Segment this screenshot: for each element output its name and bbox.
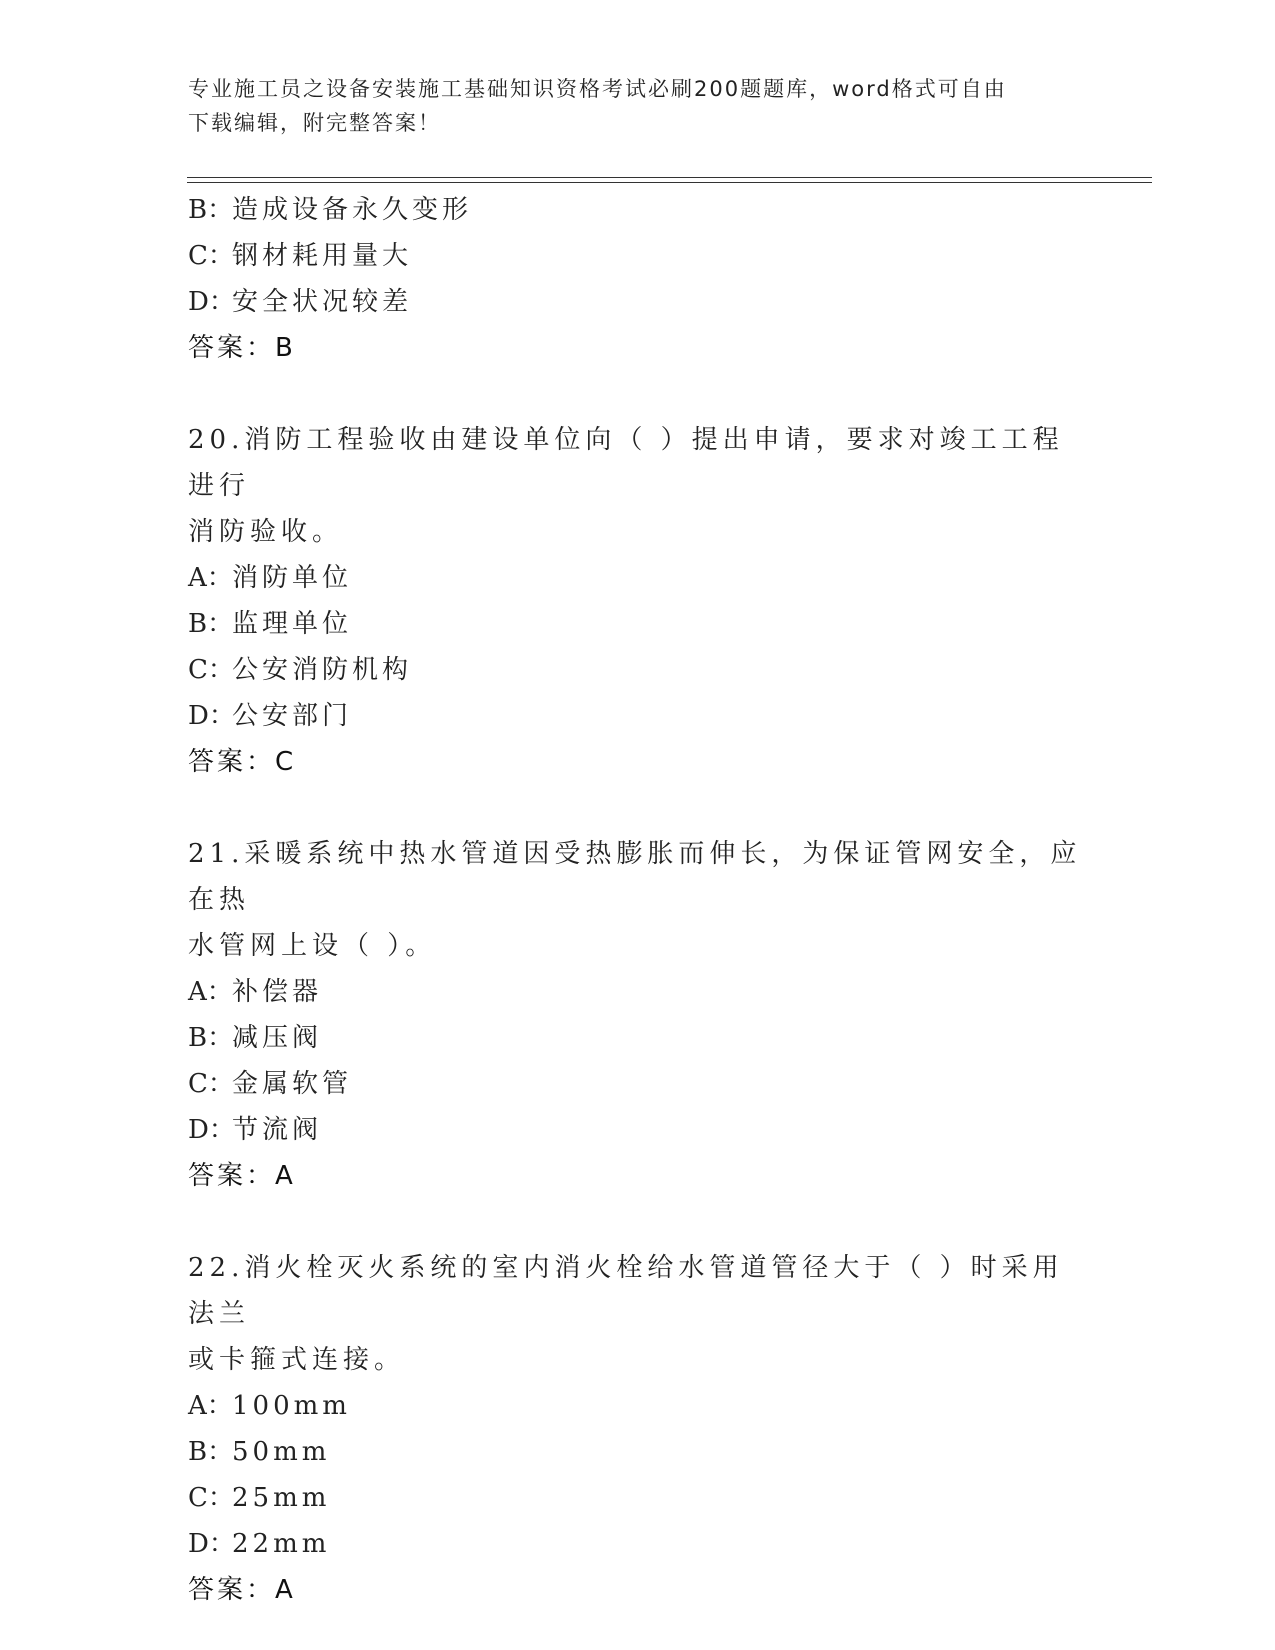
option-letter: C： bbox=[188, 1483, 234, 1513]
option-letter: A： bbox=[188, 977, 233, 1007]
answer-line: 答案：A bbox=[188, 1161, 296, 1191]
option-text: 消防单位 bbox=[232, 563, 353, 593]
question-stem-line-1: 21.采暖系统中热水管道因受热膨胀而伸长，为保证管网安全，应在热 bbox=[188, 839, 1082, 915]
option-text: 50mm bbox=[232, 1437, 331, 1467]
header-divider-top bbox=[187, 177, 1152, 178]
option-text: 造成设备永久变形 bbox=[232, 195, 473, 225]
option-text: 安全状况较差 bbox=[232, 287, 413, 317]
option-letter: D： bbox=[188, 701, 235, 731]
question-stem-line-1: 20.消防工程验收由建设单位向（ ）提出申请，要求对竣工工程进行 bbox=[188, 425, 1064, 501]
option-d bbox=[188, 693, 1088, 739]
question-20 bbox=[188, 417, 1088, 785]
answer-line: 答案：A bbox=[188, 1575, 296, 1605]
option-letter: D： bbox=[188, 1115, 235, 1145]
question-stem-line-1: 22.消火栓灭火系统的室内消火栓给水管道管径大于（ ）时采用法兰 bbox=[188, 1253, 1064, 1329]
header-title-line-2: 下载编辑，附完整答案！ bbox=[188, 111, 441, 135]
option-b bbox=[188, 601, 1088, 647]
header-divider-bottom bbox=[187, 182, 1152, 183]
option-d bbox=[188, 279, 1088, 325]
header-title-line-1: 专业施工员之设备安装施工基础知识资格考试必刷200题题库，word格式可自由 bbox=[188, 77, 1007, 101]
option-text: 钢材耗用量大 bbox=[232, 241, 413, 271]
option-text: 100mm bbox=[232, 1391, 351, 1421]
answer-line: 答案：B bbox=[188, 333, 296, 363]
answer-line: 答案：C bbox=[188, 747, 297, 777]
option-letter: D： bbox=[188, 1529, 235, 1559]
option-letter: A： bbox=[188, 563, 233, 593]
question-22 bbox=[188, 1245, 1088, 1613]
option-text: 公安部门 bbox=[232, 701, 353, 731]
option-b bbox=[188, 1015, 1088, 1061]
question-stem-line-2: 消防验收。 bbox=[188, 517, 344, 547]
option-letter: C： bbox=[188, 1069, 234, 1099]
option-text: 节流阀 bbox=[232, 1115, 323, 1145]
option-text: 金属软管 bbox=[232, 1069, 353, 1099]
option-b bbox=[188, 1429, 1088, 1475]
option-b bbox=[188, 187, 1088, 233]
question-list bbox=[188, 187, 1088, 1613]
option-a bbox=[188, 1383, 1088, 1429]
option-c bbox=[188, 1061, 1088, 1107]
option-d bbox=[188, 1521, 1088, 1567]
option-letter: B： bbox=[188, 1437, 234, 1467]
option-c bbox=[188, 647, 1088, 693]
option-d bbox=[188, 1107, 1088, 1153]
option-a bbox=[188, 555, 1088, 601]
question-stem-line-2: 或卡箍式连接。 bbox=[188, 1345, 406, 1375]
option-letter: A： bbox=[188, 1391, 233, 1421]
question-stem-line-2: 水管网上设（ ）。 bbox=[188, 931, 437, 961]
option-text: 25mm bbox=[232, 1483, 331, 1513]
option-letter: C： bbox=[188, 241, 234, 271]
option-text: 公安消防机构 bbox=[232, 655, 413, 685]
option-text: 减压阀 bbox=[232, 1023, 323, 1053]
option-text: 22mm bbox=[232, 1529, 331, 1559]
option-letter: B： bbox=[188, 609, 234, 639]
question-19-continued bbox=[188, 187, 1088, 371]
question-21 bbox=[188, 831, 1088, 1199]
option-a bbox=[188, 969, 1088, 1015]
option-c bbox=[188, 233, 1088, 279]
option-letter: B： bbox=[188, 195, 234, 225]
document-header bbox=[188, 72, 1088, 140]
option-letter: D： bbox=[188, 287, 235, 317]
option-c bbox=[188, 1475, 1088, 1521]
option-text: 补偿器 bbox=[232, 977, 323, 1007]
option-text: 监理单位 bbox=[232, 609, 353, 639]
option-letter: B： bbox=[188, 1023, 234, 1053]
option-letter: C： bbox=[188, 655, 234, 685]
